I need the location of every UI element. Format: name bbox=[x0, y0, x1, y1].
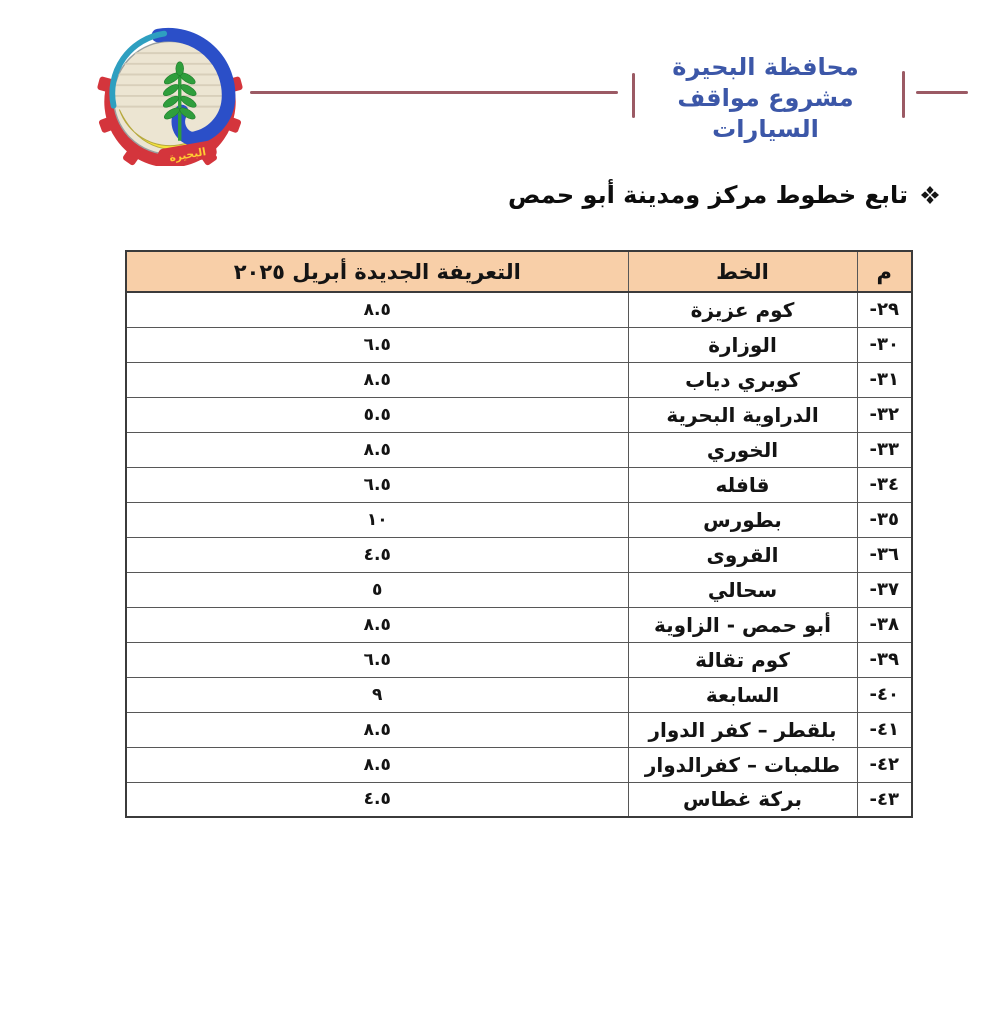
num-cell: ٣٥- bbox=[857, 502, 912, 537]
table-row bbox=[126, 677, 912, 712]
table-row bbox=[126, 607, 912, 642]
line-cell: الوزارة bbox=[628, 327, 857, 362]
table-row bbox=[126, 642, 912, 677]
tariff-cell: ٨.٥ bbox=[126, 607, 628, 642]
num-cell: ٣٢- bbox=[857, 397, 912, 432]
line-cell: قافله bbox=[628, 467, 857, 502]
tariff-table-wrap bbox=[125, 250, 913, 818]
tariff-cell: ٦.٥ bbox=[126, 467, 628, 502]
num-cell: ٢٩- bbox=[857, 292, 912, 327]
table-row bbox=[126, 782, 912, 817]
table-row bbox=[126, 362, 912, 397]
logo-label: البحيرة bbox=[168, 145, 207, 165]
table-header-row bbox=[126, 251, 912, 292]
table-row bbox=[126, 432, 912, 467]
diamond-bullet-icon bbox=[921, 186, 939, 204]
line-cell: سحالي bbox=[628, 572, 857, 607]
tariff-cell: ٦.٥ bbox=[126, 642, 628, 677]
tariff-cell: ٨.٥ bbox=[126, 292, 628, 327]
num-cell: ٣١- bbox=[857, 362, 912, 397]
table-row bbox=[126, 747, 912, 782]
line-cell: كوم تقالة bbox=[628, 642, 857, 677]
num-cell: ٤٠- bbox=[857, 677, 912, 712]
table-row bbox=[126, 502, 912, 537]
table-row bbox=[126, 327, 912, 362]
line-cell: كوم عزيزة bbox=[628, 292, 857, 327]
tariff-cell: ٥ bbox=[126, 572, 628, 607]
table-row bbox=[126, 537, 912, 572]
line-cell: كوبري دياب bbox=[628, 362, 857, 397]
num-cell: ٤٢- bbox=[857, 747, 912, 782]
num-cell: ٣٦- bbox=[857, 537, 912, 572]
table-row bbox=[126, 292, 912, 327]
tariff-cell: ٤.٥ bbox=[126, 782, 628, 817]
tariff-cell: ٨.٥ bbox=[126, 712, 628, 747]
table-row bbox=[126, 712, 912, 747]
table-row bbox=[126, 572, 912, 607]
line-cell: أبو حمص - الزاوية bbox=[628, 607, 857, 642]
line-cell: القروى bbox=[628, 537, 857, 572]
tariff-cell: ٩ bbox=[126, 677, 628, 712]
line-cell: طلمبات – كفرالدوار bbox=[628, 747, 857, 782]
num-cell: ٣٤- bbox=[857, 467, 912, 502]
line-cell: الدراوية البحرية bbox=[628, 397, 857, 432]
project-title: مشروع مواقف السيارات bbox=[677, 84, 854, 143]
header-rule-vertical-left bbox=[632, 73, 635, 118]
tariff-cell: ٥.٥ bbox=[126, 397, 628, 432]
header-rule-left bbox=[250, 91, 618, 94]
col-header-line: الخط bbox=[628, 251, 857, 292]
tariff-table bbox=[125, 250, 913, 818]
governorate-logo bbox=[93, 20, 247, 166]
num-cell: ٣٨- bbox=[857, 607, 912, 642]
col-header-tariff: التعريفة الجديدة أبريل ٢٠٢٥ bbox=[126, 251, 628, 292]
table-row bbox=[126, 467, 912, 502]
header-titles bbox=[638, 52, 893, 145]
num-cell: ٤٣- bbox=[857, 782, 912, 817]
org-title: محافظة البحيرة bbox=[672, 53, 859, 81]
section-heading bbox=[508, 181, 939, 209]
num-cell: ٣٧- bbox=[857, 572, 912, 607]
num-cell: ٣٩- bbox=[857, 642, 912, 677]
header-rule-right bbox=[916, 91, 968, 94]
num-cell: ٣٣- bbox=[857, 432, 912, 467]
table-row bbox=[126, 397, 912, 432]
header-rule-vertical-right bbox=[902, 71, 905, 118]
tariff-cell: ١٠ bbox=[126, 502, 628, 537]
section-title: تابع خطوط مركز ومدينة أبو حمص bbox=[508, 181, 908, 209]
line-cell: بركة غطاس bbox=[628, 782, 857, 817]
governorate-emblem-icon bbox=[93, 20, 247, 166]
tariff-cell: ٦.٥ bbox=[126, 327, 628, 362]
tariff-cell: ٨.٥ bbox=[126, 747, 628, 782]
line-cell: بطورس bbox=[628, 502, 857, 537]
line-cell: السابعة bbox=[628, 677, 857, 712]
line-cell: الخوري bbox=[628, 432, 857, 467]
num-cell: ٤١- bbox=[857, 712, 912, 747]
col-header-num: م bbox=[857, 251, 912, 292]
tariff-cell: ٤.٥ bbox=[126, 537, 628, 572]
num-cell: ٣٠- bbox=[857, 327, 912, 362]
line-cell: بلقطر – كفر الدوار bbox=[628, 712, 857, 747]
tariff-cell: ٨.٥ bbox=[126, 362, 628, 397]
tariff-cell: ٨.٥ bbox=[126, 432, 628, 467]
